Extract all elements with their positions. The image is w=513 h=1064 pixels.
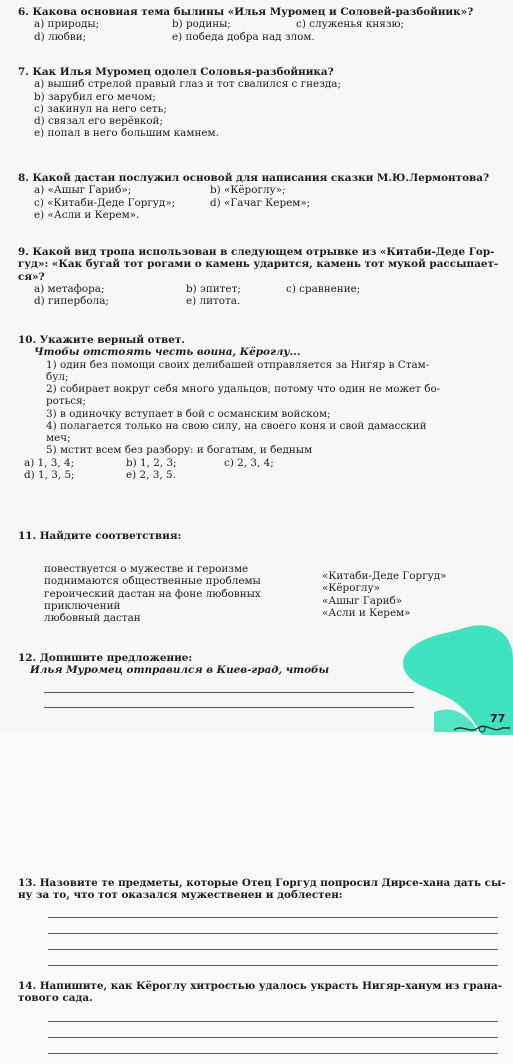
question-10-title: 10. Укажите верный ответ.	[18, 334, 185, 346]
answer-line[interactable]	[48, 933, 498, 934]
question-14-line1: 14. Напишите, как Кёроглу хитростью удалось украсть Нигяр-ханум из грана-	[18, 980, 503, 992]
match-right-column	[322, 570, 502, 619]
question-8-title: 8. Какой дастан послужил основой для написания сказки М.Ю.Лермонтова?	[18, 172, 490, 184]
option-d: d) «Гачаг Керем»;	[210, 196, 311, 209]
option-e: e) 2, 3, 5.	[126, 468, 176, 481]
option-a: а) 1, 3, 4;	[24, 456, 75, 469]
question-10-options-row1	[18, 457, 506, 469]
question-7	[18, 66, 506, 140]
question-9-options-row2	[18, 295, 506, 307]
answer-line[interactable]	[48, 1021, 498, 1022]
option-c: c) закинул на него сеть;	[34, 102, 167, 115]
option-b: b) родины;	[172, 18, 231, 31]
match-left-item: повествуется о мужестве и героизме	[44, 563, 249, 575]
match-right-item: «Китаби-Деде Горгуд»	[322, 570, 447, 582]
option-e: e) литота.	[186, 295, 241, 308]
question-9-line3: ся»?	[18, 270, 45, 283]
option-b: b) зарубил его мечом;	[34, 90, 156, 103]
statement-5: 5) мстит всем без разбору: и богатым, и бедным	[46, 444, 313, 457]
match-left-column	[44, 563, 294, 624]
answer-line[interactable]	[44, 707, 414, 708]
option-d: d) 1, 3, 5;	[24, 468, 75, 481]
option-d: d) любви;	[34, 30, 87, 43]
question-12-prompt: Илья Муромец отправился в Киев-град, чтобы	[30, 664, 330, 677]
option-d: d) гипербола;	[34, 295, 109, 308]
question-8	[18, 172, 506, 221]
option-e: e) победа добра над злом.	[172, 30, 315, 43]
statement-1: 1) один без помощи своих делибашей отправляется за Нигяр в Стам-	[46, 358, 430, 371]
question-14	[18, 980, 506, 1005]
option-b: b) 1, 2, 3;	[126, 456, 177, 469]
question-12-title: 12. Допишите предложение:	[18, 652, 193, 664]
question-9-options-row1	[18, 283, 506, 295]
option-b: b) эпитет;	[186, 282, 241, 295]
question-10-options-row2	[18, 469, 506, 481]
question-13	[18, 877, 506, 902]
option-c: c) 2, 3, 4;	[224, 456, 274, 469]
match-left-item: поднимаются общественные проблемы	[44, 575, 261, 588]
question-6-title: 6. Какова основная тема былины «Илья Муромец и Соловей-разбойник»?	[18, 6, 474, 18]
option-b: b) «Кёроглу»;	[210, 184, 286, 197]
option-c: c) служенья князю;	[296, 18, 405, 31]
question-11	[18, 530, 506, 542]
question-6	[18, 6, 506, 43]
question-8-options-row1	[18, 184, 506, 196]
answer-line[interactable]	[48, 949, 498, 950]
question-8-options-row2	[18, 197, 506, 209]
question-9-line2: гуд»: «Как бугай тот рогами о камень ударится, камень тот мукой рассыпает-	[18, 258, 499, 271]
match-right-item: «Кёроглу»	[322, 582, 380, 595]
option-e: e) «Асли и Керем».	[34, 208, 140, 221]
question-13-line2: ну за то, что тот оказался мужественен и доблестен:	[18, 889, 343, 902]
question-13-line1: 13. Назовите те предметы, которые Отец Горгуд попросил Дирсе-хана дать сы-	[18, 877, 506, 889]
option-d: d) связал его верёвкой;	[34, 115, 163, 128]
match-right-item: «Асли и Керем»	[322, 606, 411, 619]
statement-4-cont: меч;	[46, 432, 71, 445]
question-10	[18, 334, 506, 481]
answer-line[interactable]	[48, 917, 498, 918]
option-c: c) сравнение;	[286, 282, 361, 295]
question-14-line2: тового сада.	[18, 992, 93, 1005]
answer-line[interactable]	[48, 965, 498, 966]
question-9	[18, 246, 506, 307]
option-a: а) метафора;	[34, 282, 105, 295]
option-a: a) вышиб стрелой правый глаз и тот свалился с гнезда;	[34, 78, 341, 91]
question-6-options-row1	[18, 18, 506, 30]
option-e: e) попал в него большим камнем.	[34, 127, 219, 140]
match-left-item: любовный дастан	[44, 612, 141, 625]
question-9-line1: 9. Какой вид тропа использован в следующем отрывке из «Китаби-Деде Гор-	[18, 246, 495, 258]
question-6-options-row2	[18, 31, 506, 43]
option-c: c) «Китаби-Деде Горгуд»;	[34, 196, 176, 209]
answer-line[interactable]	[48, 1037, 498, 1038]
statement-2: 2) собирает вокруг себя много удальцов, потому что один не может бо-	[46, 383, 441, 396]
match-left-item: героический дастан на фоне любовных	[44, 587, 261, 600]
question-10-quote: Чтобы отстоять честь воина, Кёроглу...	[34, 346, 301, 359]
answer-line[interactable]	[44, 692, 414, 693]
page-number: 77	[490, 712, 506, 725]
statement-4: 4) полагается только на свою силу, на своего коня и свой дамасский	[46, 419, 427, 432]
statement-1-cont: бул;	[46, 370, 69, 383]
answer-line[interactable]	[48, 1053, 498, 1054]
question-11-title: 11. Найдите соответствия:	[18, 530, 182, 542]
match-left-item: приключений	[44, 599, 121, 612]
worksheet-page-78	[0, 735, 513, 1064]
option-a: а) «Ашыг Гариб»;	[34, 184, 132, 197]
statement-3: 3) в одиночку вступает в бой с османским войском;	[46, 407, 331, 420]
match-right-item: «Ашыг Гариб»	[322, 594, 403, 607]
option-a: а) природы;	[34, 18, 100, 31]
statement-2-cont: роться;	[46, 395, 87, 408]
question-7-title: 7. Как Илья Муромец одолел Соловья-разбойника?	[18, 66, 334, 78]
